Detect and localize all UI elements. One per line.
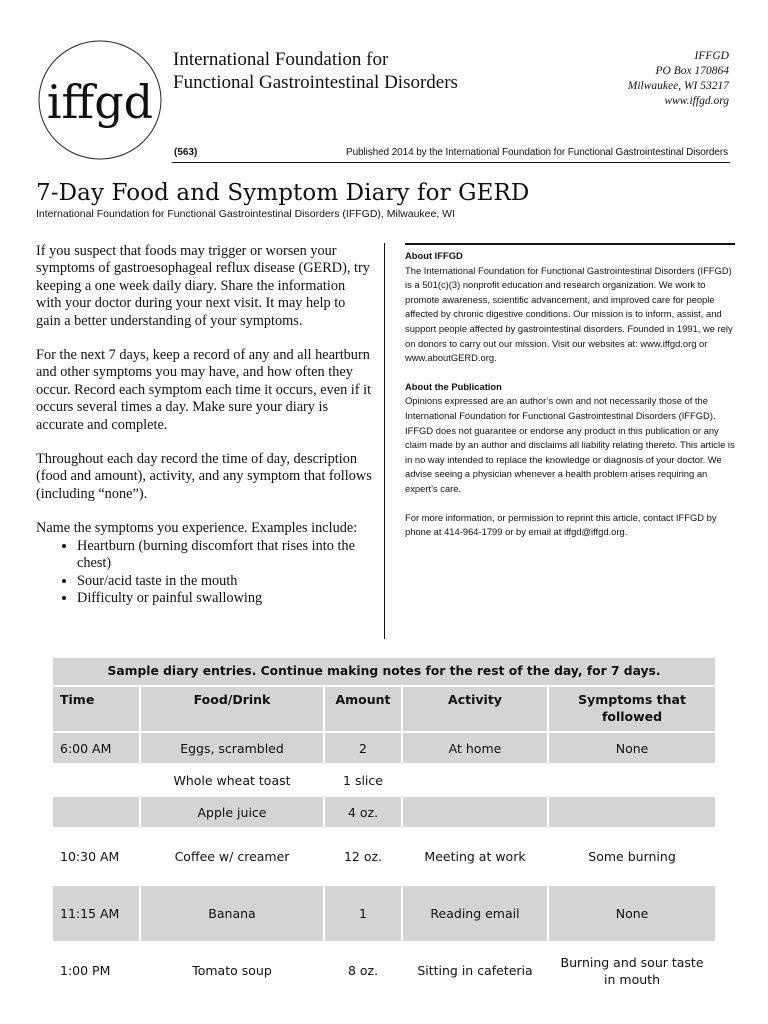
symptom-item: • Heartburn (burning discomfort that rises into the chest) (77, 538, 372, 573)
cell-activity: Reading email (403, 886, 547, 941)
cell-activity (403, 797, 547, 827)
table-row (53, 943, 715, 998)
info-column (405, 243, 735, 554)
publication-bar (172, 146, 730, 163)
cell-food: Banana (141, 886, 323, 941)
intro-column (36, 243, 372, 607)
cell-amount: 8 oz. (325, 943, 401, 998)
logo-text: iffgd (46, 75, 154, 129)
about-publication-text: Opinions expressed are an author’s own and not necessarily those of the International Foundation for Functional Gastrointestinal Disorders (IFFGD). IFFGD does not guarantee or endorse any product in this publication or any claim made by an author and disclaims all liability relating thereto. This article is in no way intended to replace the knowledge or diagnosis of your doctor. We advise seeing a physician whenever a health problem arises requiring an expert’s care. (405, 395, 735, 494)
header-food: Food/Drink (141, 687, 323, 731)
cell-food: Whole wheat toast (141, 765, 323, 795)
intro-paragraph-4: Name the symptoms you experience. Examples include: (36, 520, 358, 537)
cell-amount: 1 slice (325, 765, 401, 795)
cell-time: 11:15 AM (53, 886, 139, 941)
header-symptoms: Symptoms that followed (549, 687, 715, 731)
address-line-4: www.iffgd.org (664, 95, 729, 107)
header-activity: Activity (403, 687, 547, 731)
cell-time: 10:30 AM (53, 829, 139, 884)
cell-activity: Sitting in cafeteria (403, 943, 547, 998)
symptom-item: • Sour/acid taste in the mouth (77, 573, 372, 590)
cell-time (53, 797, 139, 827)
about-iffgd-heading: About IFFGD (405, 250, 463, 261)
cell-activity: Meeting at work (403, 829, 547, 884)
contact-text: For more information, or permission to reprint this article, contact IFFGD by phone at 414-964-1799 or by email at iffgd@iffgd.org. (405, 511, 717, 538)
cell-amount: 12 oz. (325, 829, 401, 884)
intro-paragraph-2: For the next 7 days, keep a record of any and all heartburn and other symptoms you may have, and how often they occur. Record each symptom each time it occurs, even if it occurs several times a day. Make sure your diary is accurate and complete. (36, 347, 372, 433)
cell-time: 1:00 PM (53, 943, 139, 998)
symptom-list (36, 538, 372, 608)
about-publication-heading: About the Publication (405, 380, 502, 392)
organization-name (173, 48, 458, 94)
table-header-row (53, 687, 715, 731)
publication-number: (563) (174, 147, 198, 158)
cell-symptoms: Some burning (549, 829, 715, 884)
intro-paragraph-1: If you suspect that foods may trigger or worsen your symptoms of gastroesophageal reflux disease (GERD), try keeping a one week daily diary. Share the information with your doctor during your next visit. It may help to gain a better understanding of your symptoms. (36, 243, 370, 329)
table-row (53, 765, 715, 795)
cell-activity (403, 765, 547, 795)
publication-line: Published 2014 by the International Foundation for Functional Gastrointestinal Disorders (346, 147, 728, 158)
cell-amount: 2 (325, 733, 401, 763)
cell-food: Tomato soup (141, 943, 323, 998)
cell-symptoms: None (549, 733, 715, 763)
cell-symptoms: None (549, 886, 715, 941)
address-line-3: Milwaukee, WI 53217 (627, 80, 729, 92)
symptom-item: • Difficulty or painful swallowing (77, 590, 372, 607)
header-amount: Amount (325, 687, 401, 731)
org-name-line1: International Foundation for (173, 49, 389, 70)
document-subtitle: International Foundation for Functional Gastrointestinal Disorders (IFFGD), Milwaukee, WI (36, 208, 456, 220)
intro-paragraph-3: Throughout each day record the time of day, description (food and amount), activity, and any symptom that follows (including “none”). (36, 451, 372, 502)
column-divider (384, 243, 385, 639)
table-row (53, 829, 715, 884)
org-name-line2: Functional Gastrointestinal Disorders (173, 72, 458, 93)
cell-time (53, 765, 139, 795)
iffgd-logo (36, 38, 164, 162)
table-row (53, 797, 715, 827)
cell-food: Eggs, scrambled (141, 733, 323, 763)
cell-symptoms (549, 765, 715, 795)
cell-amount: 1 (325, 886, 401, 941)
cell-symptoms: Burning and sour taste in mouth (549, 943, 715, 998)
cell-food: Apple juice (141, 797, 323, 827)
cell-time: 6:00 AM (53, 733, 139, 763)
table-row (53, 733, 715, 763)
header-time: Time (53, 687, 139, 731)
cell-activity: At home (403, 733, 547, 763)
cell-food: Coffee w/ creamer (141, 829, 323, 884)
document-title: 7-Day Food and Symptom Diary for GERD (36, 180, 530, 206)
cell-symptoms (549, 797, 715, 827)
address-line-1: IFFGD (694, 50, 729, 62)
about-iffgd-text: The International Foundation for Functional Gastrointestinal Disorders (IFFGD) is a 501(c)(3) nonprofit education and research organization. We work to promote awareness, scientific advancement, and improved care for people affected by chronic digestive conditions. Our mission is to inform, assist, and support people affected by gastrointestinal disorders. Founded in 1991, we rely on donors to carry out our mission. Visit our websites at: www.iffgd.org or www.aboutGERD.org. (405, 264, 733, 364)
address-block (628, 49, 729, 109)
table-row (53, 886, 715, 941)
address-line-2: PO Box 170864 (655, 65, 729, 77)
sample-diary-table (51, 656, 717, 1000)
cell-amount: 4 oz. (325, 797, 401, 827)
table-caption: Sample diary entries. Continue making notes for the rest of the day, for 7 days. (53, 658, 715, 685)
